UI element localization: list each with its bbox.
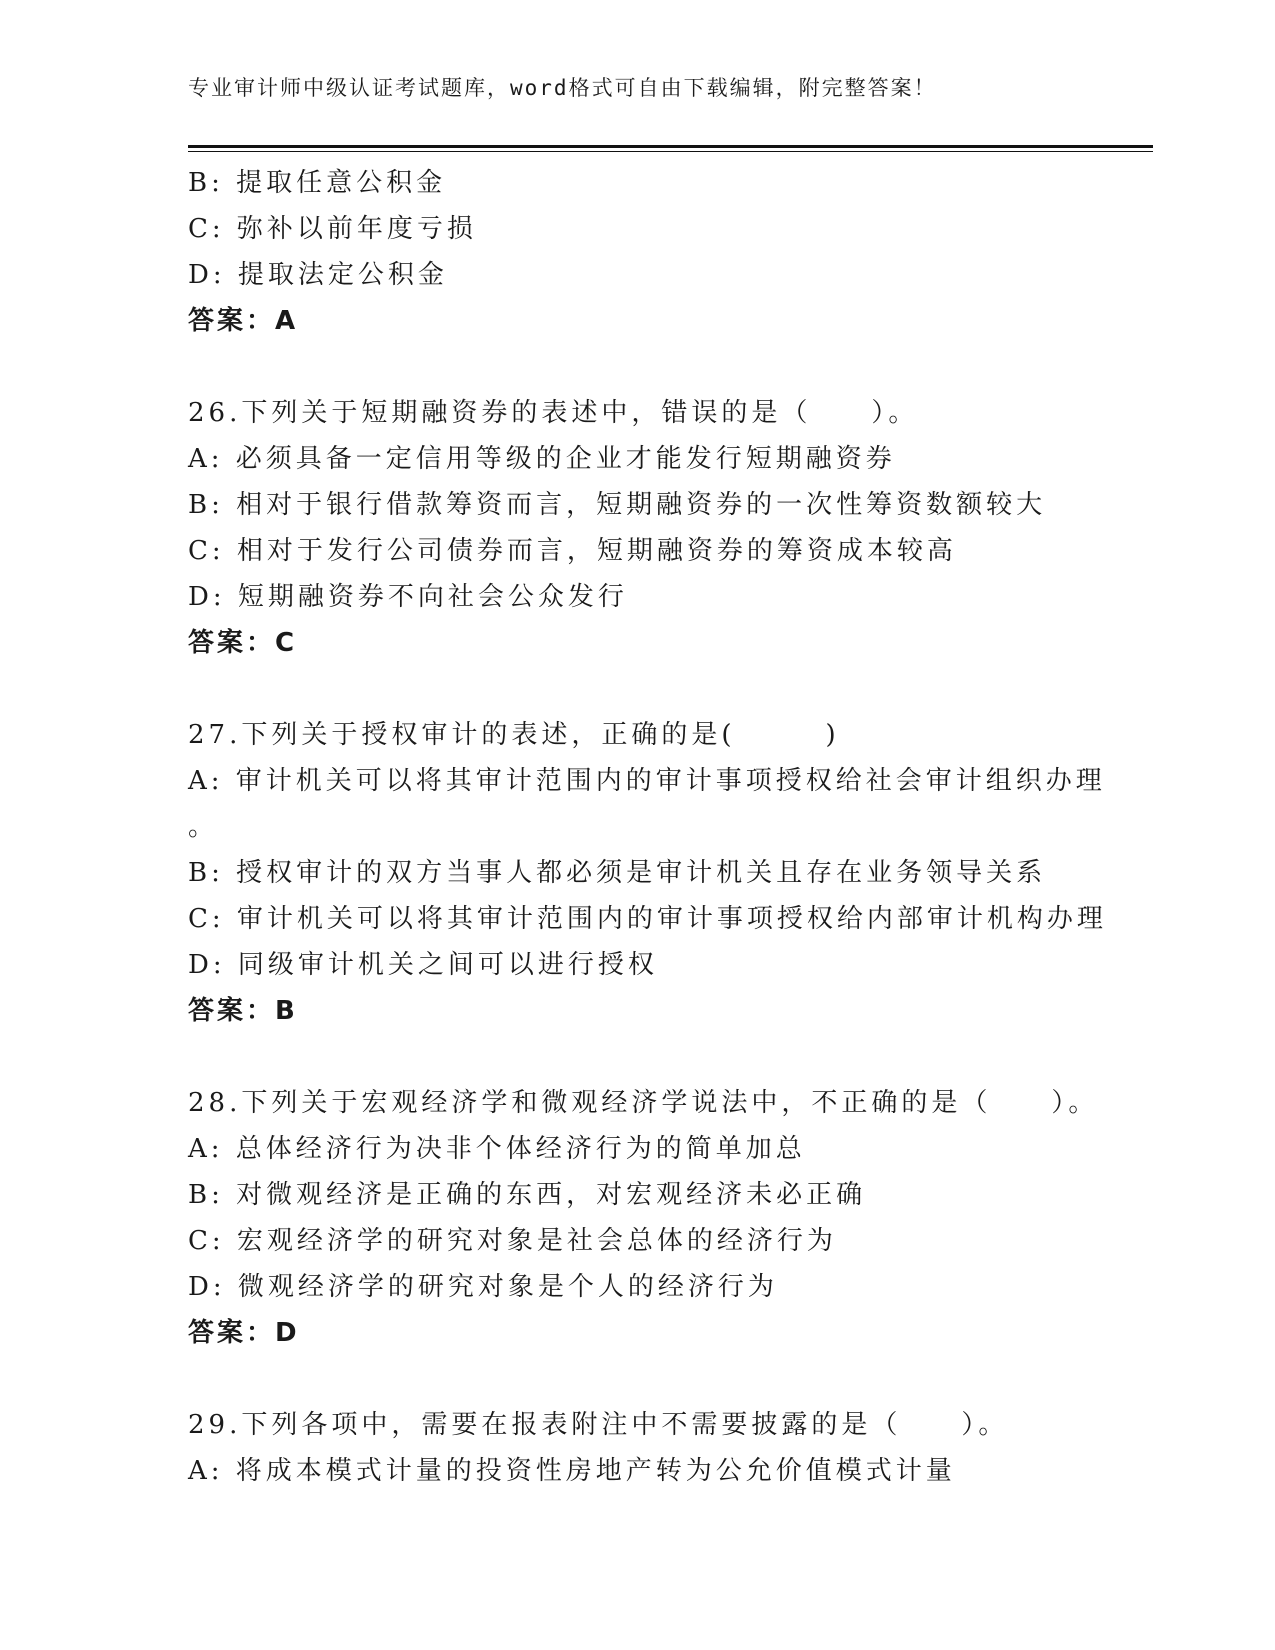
option-line-wrap: 。: [188, 812, 219, 842]
option-line: A: 总体经济行为决非个体经济行为的简单加总: [188, 1134, 806, 1164]
option-line: C: 宏观经济学的研究对象是社会总体的经济行为: [188, 1226, 837, 1256]
option-line: C: 相对于发行公司债券而言，短期融资券的筹资成本较高: [188, 536, 957, 566]
question-text: 26.下列关于短期融资券的表述中，错误的是（ ）。: [188, 398, 919, 428]
answer-line: 答案：B: [188, 996, 298, 1026]
option-line: A: 审计机关可以将其审计范围内的审计事项授权给社会审计组织办理: [188, 766, 1106, 796]
question-text: 28.下列关于宏观经济学和微观经济学说法中，不正确的是（ ）。: [188, 1088, 1099, 1118]
option-line: D: 短期融资券不向社会公众发行: [188, 582, 628, 612]
option-line: C: 审计机关可以将其审计范围内的审计事项授权给内部审计机构办理: [188, 904, 1107, 934]
option-line: A: 将成本模式计量的投资性房地产转为公允价值模式计量: [188, 1456, 956, 1486]
question-text: 29.下列各项中，需要在报表附注中不需要披露的是（ ）。: [188, 1410, 1009, 1440]
header-rule-thin: [188, 151, 1153, 152]
answer-line: 答案：C: [188, 628, 298, 658]
header-rule: [188, 145, 1153, 148]
question-text: 27.下列关于授权审计的表述，正确的是( ): [188, 720, 840, 750]
option-line: C: 弥补以前年度亏损: [188, 214, 477, 244]
answer-line: 答案：D: [188, 1318, 300, 1348]
option-line: D: 提取法定公积金: [188, 260, 448, 290]
option-line: A: 必须具备一定信用等级的企业才能发行短期融资券: [188, 444, 896, 474]
option-line: B: 相对于银行借款筹资而言，短期融资券的一次性筹资数额较大: [188, 490, 1047, 520]
option-line: B: 提取任意公积金: [188, 168, 447, 198]
question-list: [188, 160, 1153, 1494]
option-line: B: 授权审计的双方当事人都必须是审计机关且存在业务领导关系: [188, 858, 1047, 888]
answer-line: 答案：A: [188, 306, 299, 336]
page-header: 专业审计师中级认证考试题库，word格式可自由下载编辑，附完整答案！: [188, 76, 937, 100]
option-line: B: 对微观经济是正确的东西，对宏观经济未必正确: [188, 1180, 867, 1210]
option-line: D: 同级审计机关之间可以进行授权: [188, 950, 658, 980]
option-line: D: 微观经济学的研究对象是个人的经济行为: [188, 1272, 778, 1302]
